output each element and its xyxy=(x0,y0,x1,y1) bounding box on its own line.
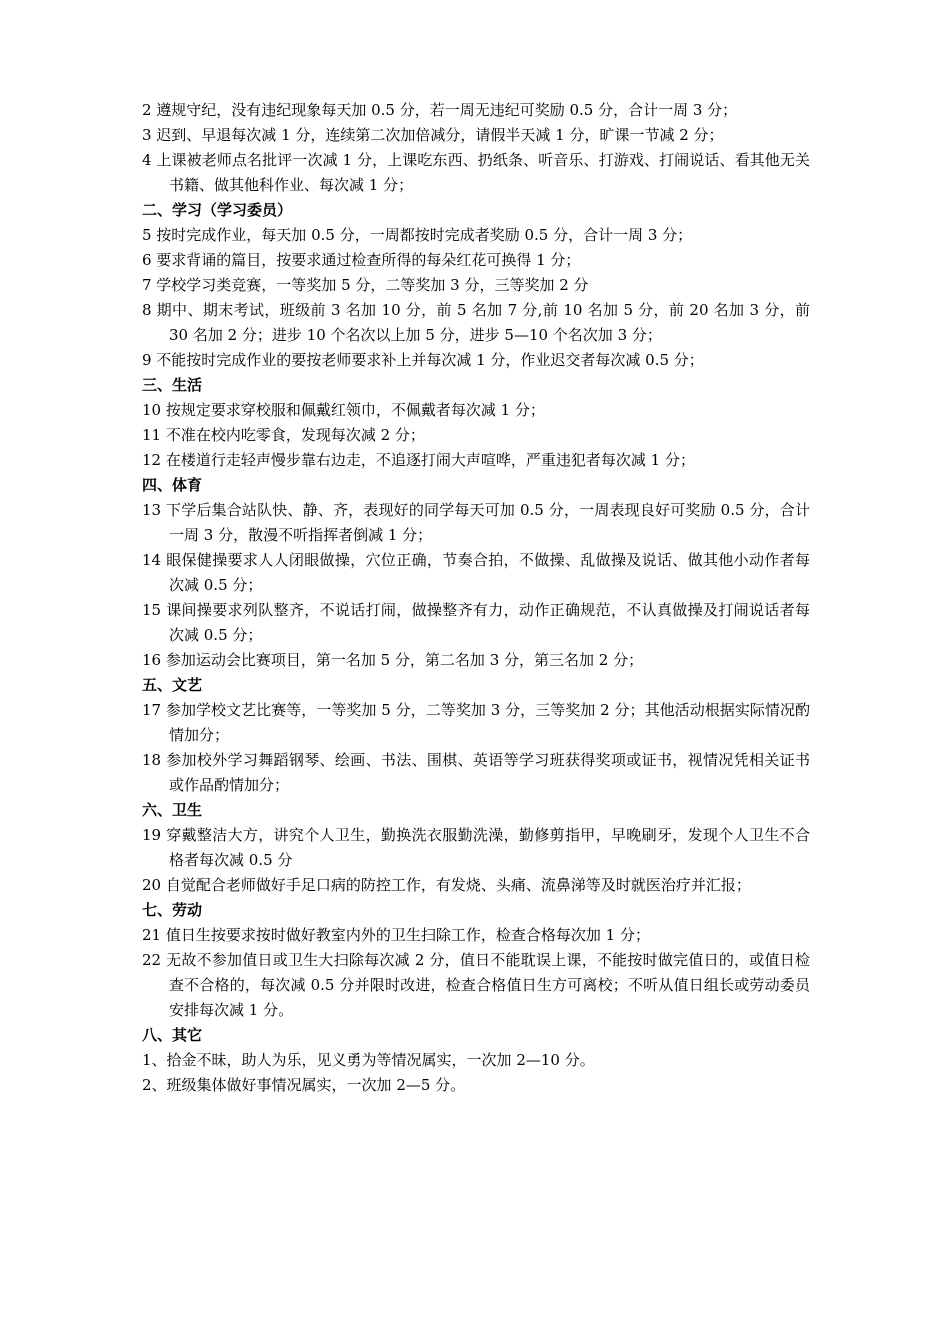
section-heading-arts: 五、文艺 xyxy=(142,676,203,694)
rule-item-21: 21 值日生按要求按时做好教室内外的卫生扫除工作，检查合格每次加 1 分； xyxy=(142,926,650,944)
rule-item-12: 12 在楼道行走轻声慢步靠右边走，不追逐打闹大声喧哗，严重违犯者每次减 1 分； xyxy=(142,451,695,469)
rule-item-14: 14 眼保健操要求人人闭眼做操，穴位正确，节奏合拍，不做操、乱做操及说话、做其他小动作者每次减 0.5 分； xyxy=(142,551,810,594)
rule-item-8: 8 期中、期末考试，班级前 3 名加 10 分，前 5 名加 7 分,前 10 名加 5 分，前 20 名加 3 分，前 30 名加 2 分；进步 10 个名次以上加 5 分，进步 5—10 个名次加 3 分； xyxy=(142,301,810,344)
rule-item-22: 22 无故不参加值日或卫生大扫除每次减 2 分，值日不能耽误上课，不能按时做完值日的，或值日检查不合格的，每次减 0.5 分并限时改进，检查合格值日生方可离校；不听从值日组长或劳动委员安排每次减 1 分。 xyxy=(142,951,810,1019)
rule-item-17: 17 参加学校文艺比赛等，一等奖加 5 分，二等奖加 3 分，三等奖加 2 分；其他活动根据实际情况酌情加分； xyxy=(142,701,810,744)
rule-item-4: 4 上课被老师点名批评一次减 1 分，上课吃东西、扔纸条、听音乐、打游戏、打闹说话、看其他无关书籍、做其他科作业、每次减 1 分； xyxy=(142,151,810,194)
section-heading-sports: 四、体育 xyxy=(142,476,203,494)
rule-item-18: 18 参加校外学习舞蹈钢琴、绘画、书法、围棋、英语等学习班获得奖项或证书，视情况凭相关证书或作品酌情加分； xyxy=(142,751,810,794)
other-item-2: 2、班级集体做好事情况属实，一次加 2—5 分。 xyxy=(142,1076,466,1094)
section-heading-hygiene: 六、卫生 xyxy=(142,801,203,819)
rule-item-9: 9 不能按时完成作业的要按老师要求补上并每次减 1 分，作业迟交者每次减 0.5 分； xyxy=(142,351,704,369)
rule-item-20: 20 自觉配合老师做好手足口病的防控工作，有发烧、头痛、流鼻涕等及时就医治疗并汇报； xyxy=(142,876,751,894)
rule-item-16: 16 参加运动会比赛项目，第一名加 5 分，第二名加 3 分，第三名加 2 分； xyxy=(142,651,644,669)
rule-item-11: 11 不准在校内吃零食，发现每次减 2 分； xyxy=(142,426,425,444)
rule-item-6: 6 要求背诵的篇目，按要求通过检查所得的每朵红花可换得 1 分； xyxy=(142,251,581,269)
rule-item-19: 19 穿戴整洁大方，讲究个人卫生，勤换洗衣服勤洗澡，勤修剪指甲，早晚刷牙，发现个人卫生不合格者每次减 0.5 分 xyxy=(142,826,810,869)
section-heading-life: 三、生活 xyxy=(142,376,203,394)
rule-item-13: 13 下学后集合站队快、静、齐，表现好的同学每天可加 0.5 分，一周表现良好可奖励 0.5 分，合计一周 3 分，散漫不听指挥者倒减 1 分； xyxy=(142,501,810,544)
rule-item-7: 7 学校学习类竞赛，一等奖加 5 分，二等奖加 3 分，三等奖加 2 分 xyxy=(142,276,589,294)
rule-item-2: 2 遵规守纪，没有违纪现象每天加 0.5 分，若一周无违纪可奖励 0.5 分，合计一周 3 分； xyxy=(142,101,738,119)
rule-item-10: 10 按规定要求穿校服和佩戴红领巾，不佩戴者每次减 1 分； xyxy=(142,401,545,419)
other-item-1: 1、拾金不昧，助人为乐，见义勇为等情况属实，一次加 2—10 分。 xyxy=(142,1051,595,1069)
rule-item-15: 15 课间操要求列队整齐，不说话打闹，做操整齐有力，动作正确规范，不认真做操及打闹说话者每次减 0.5 分； xyxy=(142,601,810,644)
rule-item-3: 3 迟到、早退每次减 1 分，连续第二次加倍减分，请假半天减 1 分，旷课一节减 2 分； xyxy=(142,126,724,144)
section-heading-study: 二、学习（学习委员） xyxy=(142,201,293,219)
document-page xyxy=(142,98,810,1098)
rule-item-5: 5 按时完成作业，每天加 0.5 分，一周都按时完成者奖励 0.5 分，合计一周 3 分； xyxy=(142,226,693,244)
section-heading-other: 八、其它 xyxy=(142,1026,203,1044)
section-heading-labor: 七、劳动 xyxy=(142,901,203,919)
